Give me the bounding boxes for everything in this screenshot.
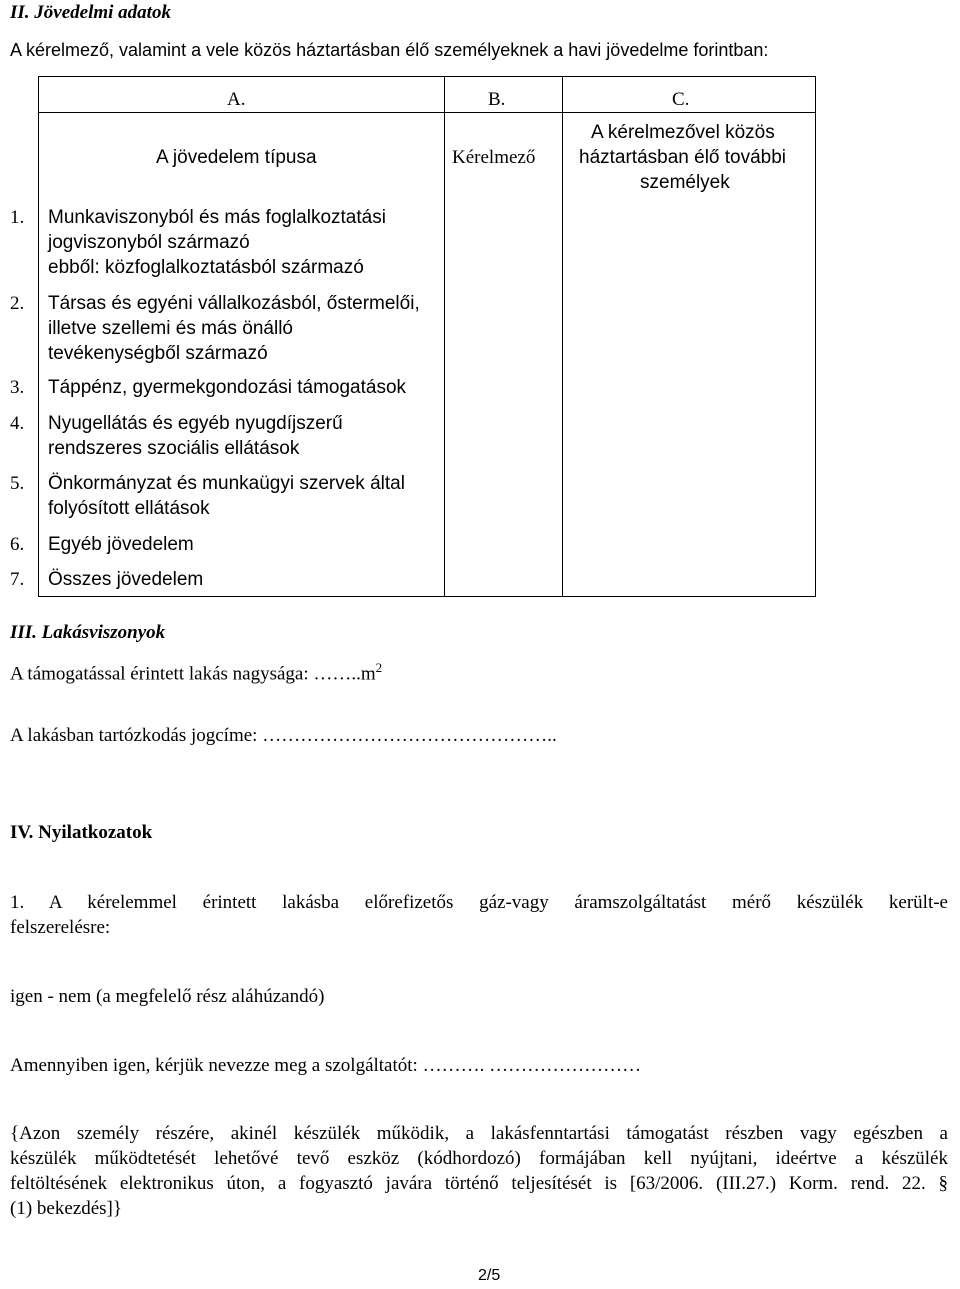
section-2-intro: A kérelmező, valamint a vele közös háztartásban élő személyeknek a havi jövedelme forintban: [10,40,769,60]
row-3-number: 3. [10,377,25,398]
row-3-line-1: Táppénz, gyermekgondozási támogatások [48,377,407,398]
yes-no-choice[interactable]: igen - nem (a megfelelő rész aláhúzandó) [10,986,325,1007]
flat-size-field[interactable] [10,656,382,686]
row-4-line-2: rendszeres szociális ellátások [48,438,300,459]
col-letter-b: B. [488,89,506,110]
col-header-others-2: háztartásban élő további [579,147,787,168]
table-col-divider-bc [562,76,563,597]
row-4-number: 4. [10,413,25,434]
section-2-heading: II. Jövedelmi adatok [10,2,171,23]
section-4-heading: IV. Nyilatkozatok [10,822,153,843]
question-1-line-1: 1. A kérelemmel érintett lakásba előrefizetős gáz-vagy áramszolgáltatást mérő készülék került-e [10,892,948,913]
col-header-others-3: személyek [640,172,730,193]
page-number: 2/5 [478,1267,501,1284]
note-line-2: készülék működtetését lehetővé tevő eszköz (kódhordozó) formájában kell nyújtani, ideértve a készülék [10,1148,948,1169]
row-5-line-2: folyósított ellátások [48,498,210,519]
flat-size-label: A támogatással érintett lakás nagysága: ……..m [10,663,376,685]
row-6-line-1: Egyéb jövedelem [48,534,194,555]
row-2-line-2: illetve szellemi és más önálló [48,318,293,339]
row-4-line-1: Nyugellátás és egyéb nyugdíjszerű [48,413,343,434]
note-line-1: {Azon személy részére, akinél készülék működik, a lakásfenntartási támogatást részben vagy egészben a [10,1123,948,1144]
col-header-others-1: A kérelmezővel közös [591,122,775,143]
row-1-number: 1. [10,207,25,228]
tenure-field[interactable]: A lakásban tartózkodás jogcíme: ……………………………………….. [10,725,557,746]
row-1-line-2: jogviszonyból származó [48,232,250,253]
row-7-line-1: Összes jövedelem [48,569,204,590]
row-1-line-3: ebből: közfoglalkoztatásból származó [48,257,364,278]
row-1-line-1: Munkaviszonyból és más foglalkoztatási [48,207,386,228]
row-2-line-1: Társas és egyéni vállalkozásból, őstermelői, [48,293,420,314]
row-2-number: 2. [10,293,25,314]
note-line-4: (1) bekezdés]} [10,1198,122,1219]
row-2-line-3: tevékenységből származó [48,343,268,364]
row-5-number: 5. [10,473,25,494]
col-letter-c: C. [672,89,690,110]
note-line-3: feltöltésének elektronikus úton, a fogyasztó javára történő teljesítését is [63/2006. (III.27.) Korm. rend. 22. § [10,1173,948,1194]
col-header-applicant: Kérelmező [452,147,536,168]
col-header-type: A jövedelem típusa [156,147,317,168]
flat-size-unit-sup: 2 [375,660,383,675]
question-1-line-2: felszerelésre: [10,917,111,938]
row-6-number: 6. [10,534,25,555]
row-5-line-1: Önkormányzat és munkaügyi szervek által [48,473,405,494]
col-letter-a: A. [227,89,246,110]
row-7-number: 7. [10,569,25,590]
provider-field[interactable]: Amennyiben igen, kérjük nevezze meg a szolgáltatót: ………. …………………… [10,1055,642,1076]
table-letter-row-divider [38,112,816,113]
table-col-divider-ab [444,76,445,597]
section-3-heading: III. Lakásviszonyok [10,622,166,643]
